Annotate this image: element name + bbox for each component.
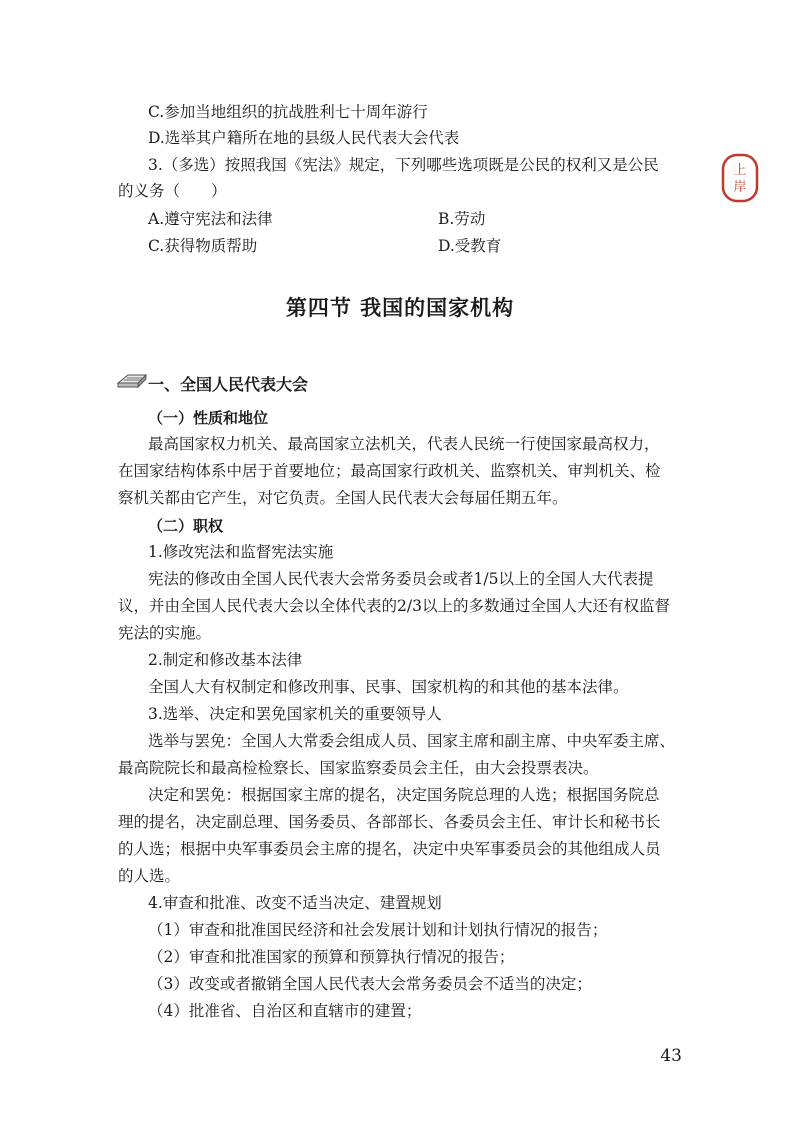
paragraph-line: 最高院院长和最高检检察长、国家监察委员会主任，由大会投票表决。 bbox=[118, 759, 599, 777]
q2-option-d: D.选举其户籍所在地的县级人民代表大会代表 bbox=[148, 129, 460, 147]
power-title: 2.制定和修改基本法律 bbox=[148, 651, 303, 669]
q3-option-a: A.遵守宪法和法律 bbox=[148, 210, 273, 228]
q3-option-b: B.劳动 bbox=[438, 210, 486, 228]
q2-option-c: C.参加当地组织的抗战胜利七十周年游行 bbox=[148, 103, 428, 121]
section-title: 第四节 我国的国家机构 bbox=[285, 296, 515, 320]
paragraph-line: 宪法的实施。 bbox=[118, 624, 212, 642]
paragraph-line: 宪法的修改由全国人民代表大会常务委员会或者1/5以上的全国人大代表提 bbox=[148, 570, 654, 588]
nature-heading: （一）性质和地位 bbox=[148, 409, 269, 427]
seal-stamp-icon bbox=[720, 152, 760, 208]
powers-heading: （二）职权 bbox=[148, 517, 224, 535]
power-title: 3.选举、决定和罢免国家机关的重要领导人 bbox=[148, 705, 442, 723]
book-stack-icon bbox=[116, 371, 148, 393]
paragraph-line: 的人选；根据中央军事委员会主席的提名，决定中央军事委员会的其他组成人员 bbox=[118, 840, 661, 858]
paragraph-line: 的人选。 bbox=[118, 867, 181, 885]
page-number: 43 bbox=[660, 1046, 682, 1066]
nature-line: 在国家结构体系中居于首要地位；最高国家行政机关、监察机关、审判机关、检 bbox=[118, 462, 661, 480]
q3-option-d: D.受教育 bbox=[438, 237, 502, 255]
nature-line: 察机关都由它产生，对它负责。全国人民代表大会每届任期五年。 bbox=[118, 489, 568, 507]
paragraph-line: 全国人大有权制定和修改刑事、民事、国家机构的和其他的基本法律。 bbox=[148, 678, 629, 696]
list-item: （3）改变或者撤销全国人民代表大会常务委员会不适当的决定； bbox=[148, 975, 592, 993]
q3-stem-line2: 的义务（ ） bbox=[118, 182, 227, 200]
paragraph-line: 决定和罢免：根据国家主席的提名，决定国务院总理的人选；根据国务院总 bbox=[148, 786, 660, 804]
q3-stem-line1: 3.（多选）按照我国《宪法》规定，下列哪些选项既是公民的权利又是公民 bbox=[148, 156, 659, 174]
power-title: 4.审查和批准、改变不适当决定、建置规划 bbox=[148, 894, 442, 912]
list-item: （2）审查和批准国家的预算和预算执行情况的报告； bbox=[148, 948, 515, 966]
svg-text:岸: 岸 bbox=[733, 180, 747, 195]
list-item: （4）批准省、自治区和直辖市的建置； bbox=[148, 1002, 422, 1020]
nature-line: 最高国家权力机关、最高国家立法机关，代表人民统一行使国家最高权力， bbox=[148, 435, 660, 453]
paragraph-line: 议，并由全国人民代表大会以全体代表的2/3以上的多数通过全国人大还有权监督 bbox=[118, 597, 670, 615]
svg-text:上: 上 bbox=[733, 163, 747, 178]
paragraph-line: 选举与罢免：全国人大常委会组成人员、国家主席和副主席、中央军委主席、 bbox=[148, 732, 676, 750]
q3-option-c: C.获得物质帮助 bbox=[148, 237, 258, 255]
paragraph-line: 理的提名，决定副总理、国务委员、各部部长、各委员会主任、审计长和秘书长 bbox=[118, 813, 661, 831]
subsection-heading: 一、全国人民代表大会 bbox=[148, 375, 309, 394]
list-item: （1）审查和批准国民经济和社会发展计划和计划执行情况的报告； bbox=[148, 921, 608, 939]
power-title: 1.修改宪法和监督宪法实施 bbox=[148, 543, 334, 561]
